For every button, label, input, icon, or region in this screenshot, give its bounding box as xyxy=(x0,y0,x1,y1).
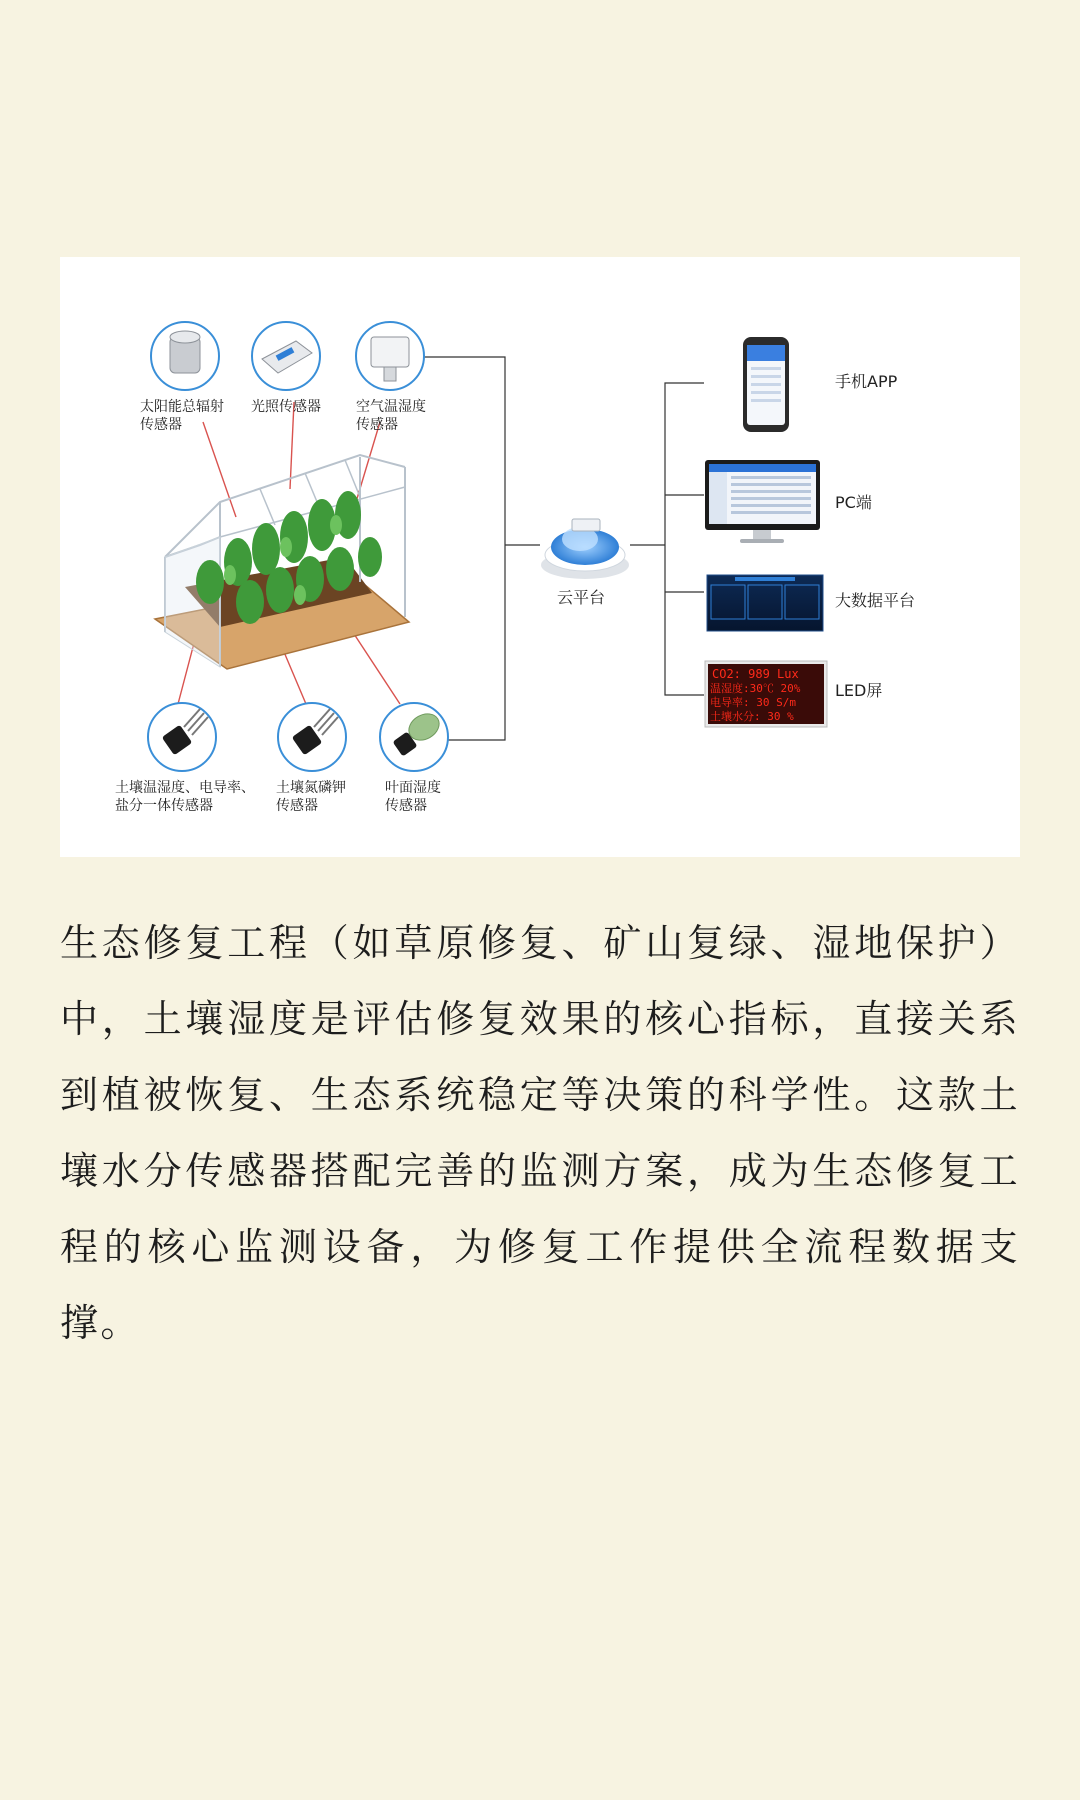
led-screen-device xyxy=(705,661,827,727)
label-leaf-humidity: 叶面湿度 传感器 xyxy=(385,780,441,814)
big-data-platform-screen xyxy=(707,575,823,631)
system-diagram xyxy=(60,257,1020,857)
label-soil-npk: 土壤氮磷钾 传感器 xyxy=(276,780,346,814)
output-label-big-data: 大数据平台 xyxy=(835,591,916,610)
led-row-4: 土壤水分: 30 % xyxy=(710,710,794,723)
cloud-platform-icon xyxy=(541,519,629,579)
sensor-leaf-humidity-icon xyxy=(380,703,448,771)
connector-left xyxy=(424,357,540,740)
sensor-light-icon xyxy=(252,322,320,390)
cloud-platform-label: 云平台 xyxy=(557,588,606,607)
led-row-2: 温湿度:30℃ 20% xyxy=(710,682,801,695)
output-label-phone-app: 手机APP xyxy=(835,372,898,391)
sensor-soil-multi-icon xyxy=(148,703,216,771)
connector-right xyxy=(630,383,704,695)
phone-app-device xyxy=(743,337,789,432)
sensor-soil-npk-icon xyxy=(278,703,346,771)
label-light-sensor: 光照传感器 xyxy=(251,399,321,415)
output-label-led: LED屏 xyxy=(835,681,883,700)
label-solar-radiation: 太阳能总辐射 传感器 xyxy=(140,399,224,433)
sensor-air-temp-humidity-icon xyxy=(356,322,424,390)
greenhouse-illustration xyxy=(155,455,409,669)
diagram-canvas xyxy=(60,257,1020,857)
body-paragraph: 生态修复工程（如草原修复、矿山复绿、湿地保护）中，土壤湿度是评估修复效果的核心指标，直接关系到植被恢复、生态系统稳定等决策的科学性。这款土壤水分传感器搭配完善的监测方案，成为生态修复工程的核心监测设备，为修复工作提供全流程数据支撑。 xyxy=(60,921,1020,1345)
label-soil-multi: 土壤温湿度、电导率、 盐分一体传感器 xyxy=(115,780,255,814)
pc-monitor-device xyxy=(705,460,820,543)
sensor-solar-radiation-icon xyxy=(151,322,219,390)
label-air-temp-humidity: 空气温湿度 传感器 xyxy=(356,399,426,433)
led-row-1: CO2: 989 Lux xyxy=(712,667,799,681)
led-row-3: 电导率: 30 S/m xyxy=(710,696,796,709)
output-label-pc: PC端 xyxy=(835,493,872,512)
